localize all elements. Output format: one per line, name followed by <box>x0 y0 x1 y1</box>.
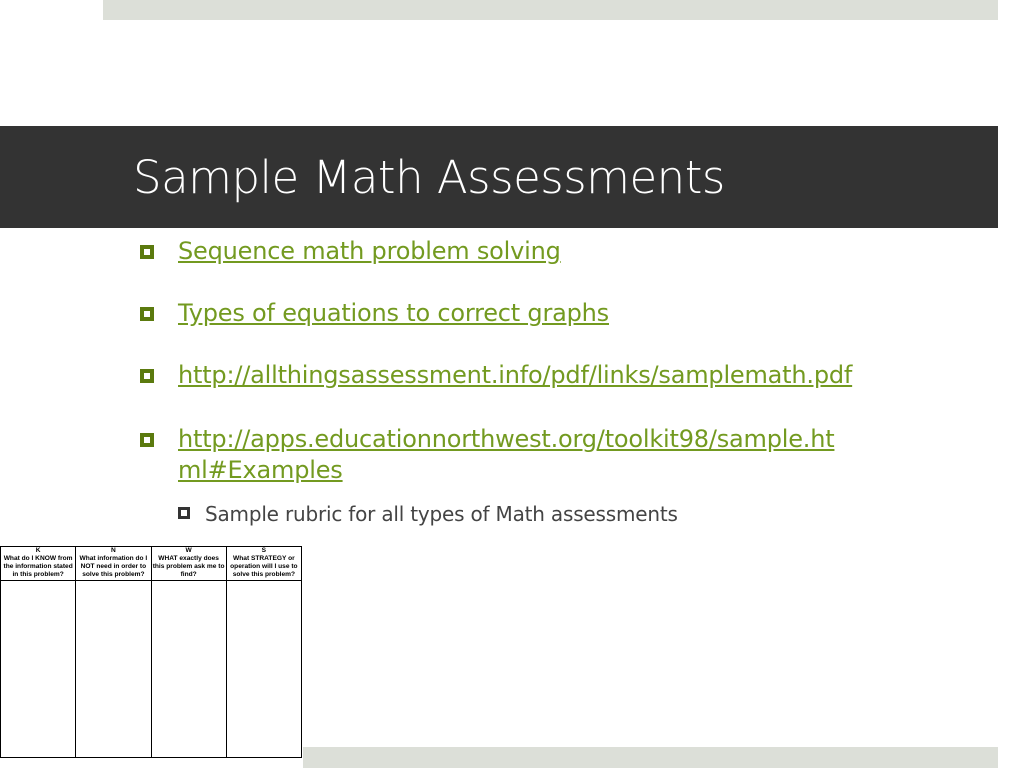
table-cell-s <box>226 581 301 758</box>
square-bullet-icon <box>140 433 154 447</box>
column-letter: K <box>35 547 41 554</box>
column-header-k <box>1 547 76 581</box>
square-bullet-icon <box>178 507 190 519</box>
educationnorthwest-link[interactable] <box>178 424 834 486</box>
table-row <box>1 581 302 758</box>
sub-bullet-text: Sample rubric for all types of Math assessments <box>205 502 678 526</box>
bullet-item-allthings <box>140 360 852 391</box>
bullet-item-educationnorthwest <box>140 424 834 486</box>
table-cell-n <box>76 581 151 758</box>
square-bullet-icon <box>140 369 154 383</box>
square-bullet-icon <box>140 245 154 259</box>
sub-bullet-item <box>178 501 678 528</box>
column-letter: S <box>261 547 267 554</box>
square-bullet-icon <box>140 307 154 321</box>
equations-graphs-link[interactable]: Types of equations to correct graphs <box>178 299 609 327</box>
slide-title: Sample Math Assessments <box>133 151 725 204</box>
top-accent-bar <box>103 0 998 20</box>
column-header-s <box>226 547 301 581</box>
bullet-item-equations <box>140 298 609 329</box>
table-cell-k <box>1 581 76 758</box>
table-header-row <box>1 547 302 581</box>
link-line-2: ml#Examples <box>178 456 343 484</box>
kwns-rubric-table <box>0 546 302 758</box>
link-line-1: http://apps.educationnorthwest.org/toolkit98/sample.ht <box>178 425 835 453</box>
bottom-accent-bar <box>303 747 998 768</box>
sequence-problem-solving-link[interactable]: Sequence math problem solving <box>178 237 561 265</box>
column-question: What information do I NOT need in order to solve this problem? <box>79 555 148 578</box>
column-question: What do I KNOW from the information stated in this problem? <box>3 555 73 578</box>
column-letter: N <box>110 547 116 554</box>
column-header-n <box>76 547 151 581</box>
column-letter: W <box>185 547 192 554</box>
bullet-item-sequence <box>140 236 561 267</box>
column-question: WHAT exactly does this problem ask me to find? <box>152 555 225 578</box>
allthingsassessment-link[interactable]: http://allthingsassessment.info/pdf/links/samplemath.pdf <box>178 361 853 389</box>
column-header-w <box>151 547 226 581</box>
table-cell-w <box>151 581 226 758</box>
column-question: What STRATEGY or operation will I use to solve this problem? <box>230 555 298 578</box>
